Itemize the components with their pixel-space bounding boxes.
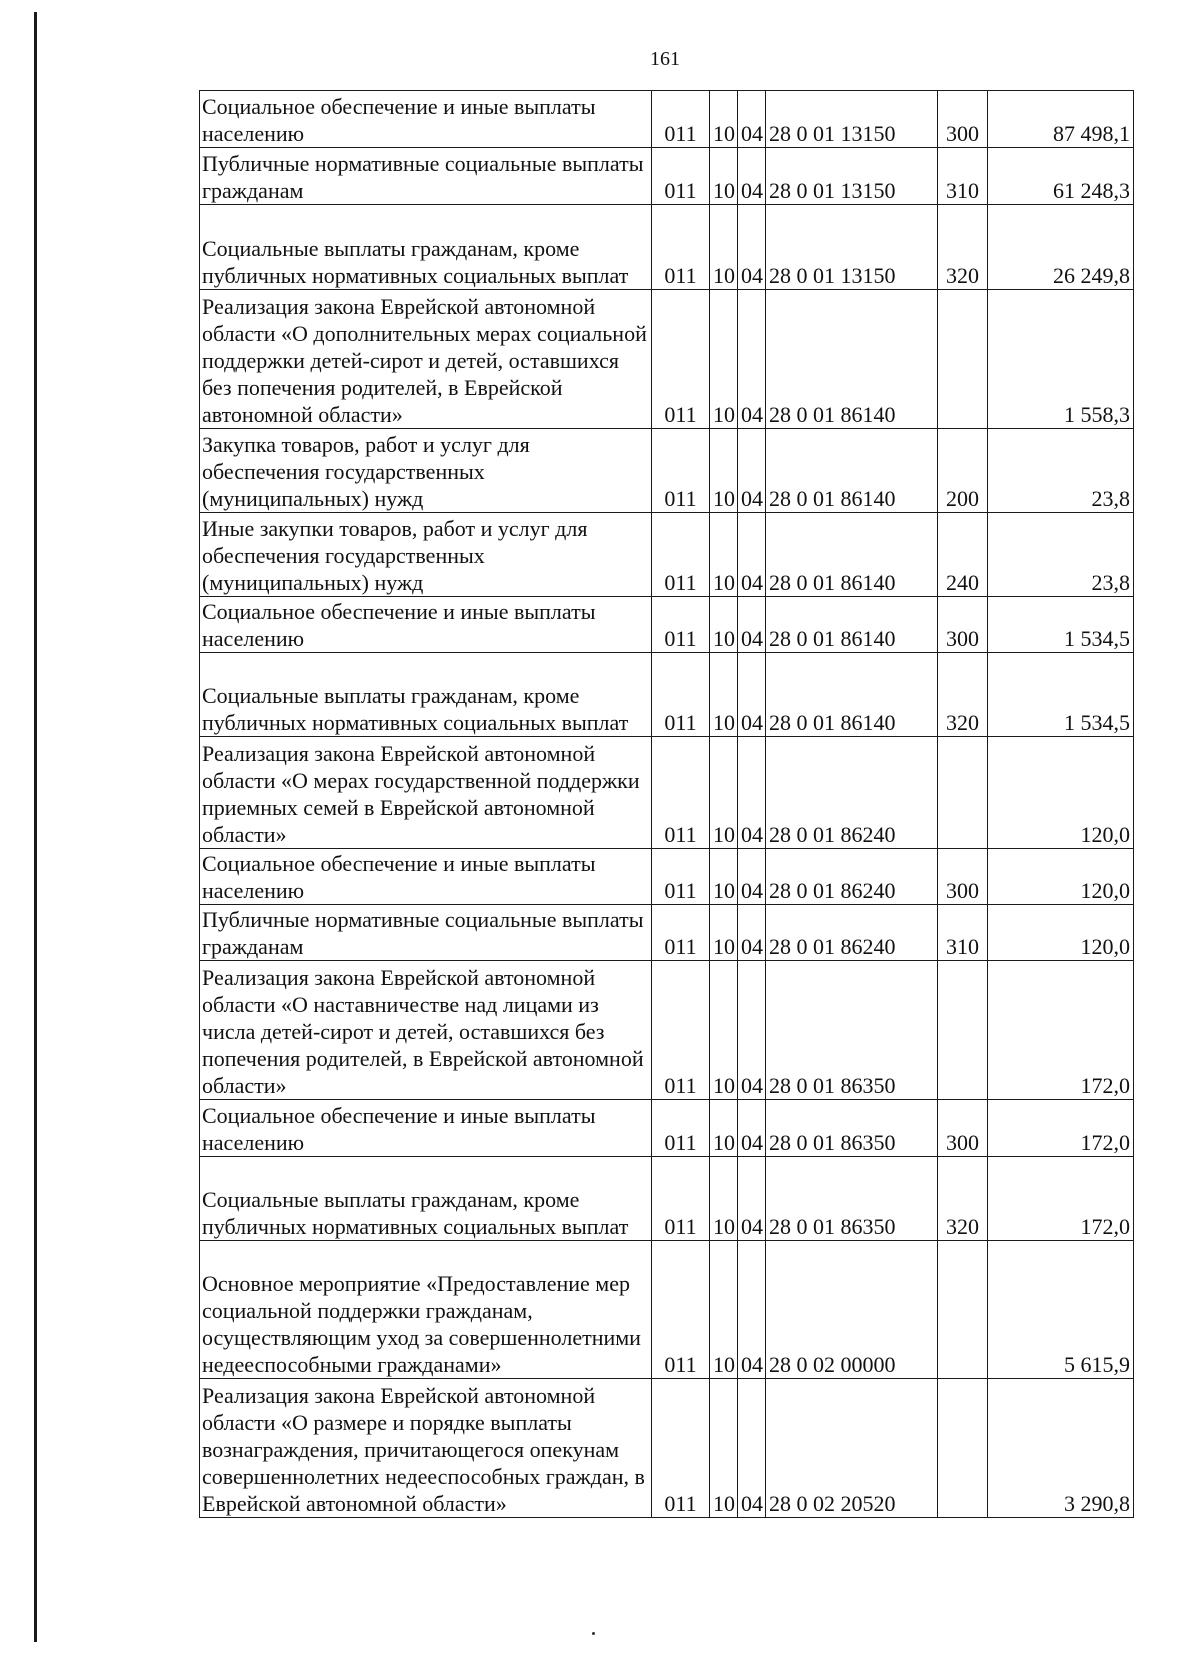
row-amount: 23,8 (988, 429, 1134, 513)
row-department-code: 011 (652, 429, 710, 513)
table-row (200, 290, 1134, 429)
row-expense-type-code: 310 (938, 148, 988, 205)
row-subsection-code: 04 (738, 961, 766, 1100)
row-target-article-code: 28 0 01 86140 (766, 653, 938, 737)
table-row (200, 513, 1134, 597)
row-section-code: 10 (710, 148, 738, 205)
row-subsection-code: 04 (738, 849, 766, 905)
row-subsection-code: 04 (738, 429, 766, 513)
row-expense-type-code (938, 1241, 988, 1379)
row-department-code: 011 (652, 905, 710, 961)
table-row (200, 1157, 1134, 1241)
row-section-code: 10 (710, 1157, 738, 1241)
row-section-code: 10 (710, 513, 738, 597)
row-section-code: 10 (710, 653, 738, 737)
row-amount: 120,0 (988, 905, 1134, 961)
row-target-article-code: 28 0 01 86350 (766, 1100, 938, 1157)
row-expense-type-code (938, 290, 988, 429)
row-target-article-code: 28 0 01 86140 (766, 429, 938, 513)
row-target-article-code: 28 0 01 86240 (766, 905, 938, 961)
row-name: Социальное обеспечение и иные выплаты населению (200, 91, 652, 148)
row-expense-type-code: 310 (938, 905, 988, 961)
row-name: Реализация закона Еврейской автономной области «О дополнительных мерах социальной поддержки детей-сирот и детей, оставшихся без попечения родителей, в Еврейской автономной области» (200, 290, 652, 429)
row-amount: 3 290,8 (988, 1379, 1134, 1518)
table-row (200, 653, 1134, 737)
row-name: Закупка товаров, работ и услуг для обеспечения государственных (муниципальных) нужд (200, 429, 652, 513)
row-subsection-code: 04 (738, 653, 766, 737)
row-name: Социальное обеспечение и иные выплаты населению (200, 849, 652, 905)
row-amount: 1 534,5 (988, 597, 1134, 653)
row-department-code: 011 (652, 148, 710, 205)
row-target-article-code: 28 0 02 20520 (766, 1379, 938, 1518)
row-section-code: 10 (710, 597, 738, 653)
row-department-code: 011 (652, 1100, 710, 1157)
row-target-article-code: 28 0 01 86140 (766, 290, 938, 429)
table-row (200, 961, 1134, 1100)
row-subsection-code: 04 (738, 597, 766, 653)
table-row (200, 148, 1134, 205)
row-department-code: 011 (652, 597, 710, 653)
row-expense-type-code: 320 (938, 1157, 988, 1241)
table-row (200, 597, 1134, 653)
table-row (200, 905, 1134, 961)
row-target-article-code: 28 0 02 00000 (766, 1241, 938, 1379)
table-row (200, 1241, 1134, 1379)
row-expense-type-code: 200 (938, 429, 988, 513)
row-subsection-code: 04 (738, 513, 766, 597)
row-department-code: 011 (652, 290, 710, 429)
row-subsection-code: 04 (738, 148, 766, 205)
row-expense-type-code: 300 (938, 849, 988, 905)
row-target-article-code: 28 0 01 86140 (766, 513, 938, 597)
row-department-code: 011 (652, 513, 710, 597)
row-subsection-code: 04 (738, 905, 766, 961)
budget-table-body (200, 91, 1134, 1518)
row-expense-type-code: 300 (938, 91, 988, 148)
row-department-code: 011 (652, 205, 710, 290)
row-department-code: 011 (652, 1379, 710, 1518)
row-department-code: 011 (652, 737, 710, 849)
row-subsection-code: 04 (738, 737, 766, 849)
row-amount: 26 249,8 (988, 205, 1134, 290)
row-section-code: 10 (710, 737, 738, 849)
row-department-code: 011 (652, 653, 710, 737)
row-section-code: 10 (710, 1379, 738, 1518)
row-amount: 120,0 (988, 849, 1134, 905)
row-name: Публичные нормативные социальные выплаты гражданам (200, 905, 652, 961)
row-target-article-code: 28 0 01 13150 (766, 91, 938, 148)
row-target-article-code: 28 0 01 13150 (766, 148, 938, 205)
row-amount: 1 534,5 (988, 653, 1134, 737)
row-subsection-code: 04 (738, 1241, 766, 1379)
row-department-code: 011 (652, 1157, 710, 1241)
row-subsection-code: 04 (738, 1100, 766, 1157)
table-row (200, 1100, 1134, 1157)
row-amount: 23,8 (988, 513, 1134, 597)
row-section-code: 10 (710, 961, 738, 1100)
row-department-code: 011 (652, 849, 710, 905)
row-amount: 61 248,3 (988, 148, 1134, 205)
row-name: Социальные выплаты гражданам, кроме публичных нормативных социальных выплат (200, 205, 652, 290)
row-name: Социальное обеспечение и иные выплаты населению (200, 1100, 652, 1157)
table-row (200, 429, 1134, 513)
row-name: Социальные выплаты гражданам, кроме публичных нормативных социальных выплат (200, 1157, 652, 1241)
row-section-code: 10 (710, 905, 738, 961)
row-subsection-code: 04 (738, 205, 766, 290)
row-target-article-code: 28 0 01 13150 (766, 205, 938, 290)
row-name: Реализация закона Еврейской автономной области «О мерах государственной поддержки приемных семей в Еврейской автономной области» (200, 737, 652, 849)
row-subsection-code: 04 (738, 290, 766, 429)
row-expense-type-code: 320 (938, 205, 988, 290)
row-section-code: 10 (710, 1241, 738, 1379)
row-section-code: 10 (710, 205, 738, 290)
budget-table (199, 90, 1134, 1518)
row-target-article-code: 28 0 01 86240 (766, 737, 938, 849)
row-subsection-code: 04 (738, 1157, 766, 1241)
row-name: Основное мероприятие «Предоставление мер социальной поддержки гражданам, осуществляющим уход за совершеннолетними недееспособными гражданами» (200, 1241, 652, 1379)
row-department-code: 011 (652, 1241, 710, 1379)
row-expense-type-code: 320 (938, 653, 988, 737)
row-target-article-code: 28 0 01 86240 (766, 849, 938, 905)
row-amount: 172,0 (988, 1157, 1134, 1241)
scan-speck (592, 1632, 595, 1635)
row-section-code: 10 (710, 429, 738, 513)
table-row (200, 1379, 1134, 1518)
row-name: Социальное обеспечение и иные выплаты населению (200, 597, 652, 653)
row-expense-type-code: 300 (938, 597, 988, 653)
row-amount: 172,0 (988, 1100, 1134, 1157)
table-row (200, 91, 1134, 148)
row-amount: 1 558,3 (988, 290, 1134, 429)
row-expense-type-code (938, 737, 988, 849)
row-section-code: 10 (710, 1100, 738, 1157)
row-target-article-code: 28 0 01 86140 (766, 597, 938, 653)
table-row (200, 737, 1134, 849)
row-expense-type-code: 300 (938, 1100, 988, 1157)
row-amount: 5 615,9 (988, 1241, 1134, 1379)
row-name: Реализация закона Еврейской автономной области «О наставничестве над лицами из числа детей-сирот и детей, оставшихся без попечения родителей, в Еврейской автономной области» (200, 961, 652, 1100)
row-amount: 87 498,1 (988, 91, 1134, 148)
scan-edge-line (34, 12, 37, 1642)
row-name: Иные закупки товаров, работ и услуг для обеспечения государственных (муниципальных) нужд (200, 513, 652, 597)
row-department-code: 011 (652, 961, 710, 1100)
page-number: 161 (650, 48, 680, 70)
row-amount: 120,0 (988, 737, 1134, 849)
row-name: Публичные нормативные социальные выплаты гражданам (200, 148, 652, 205)
row-target-article-code: 28 0 01 86350 (766, 961, 938, 1100)
row-name: Социальные выплаты гражданам, кроме публичных нормативных социальных выплат (200, 653, 652, 737)
row-section-code: 10 (710, 91, 738, 148)
row-section-code: 10 (710, 290, 738, 429)
row-subsection-code: 04 (738, 1379, 766, 1518)
row-target-article-code: 28 0 01 86350 (766, 1157, 938, 1241)
row-name: Реализация закона Еврейской автономной области «О размере и порядке выплаты вознаграждения, причитающегося опекунам совершеннолетних недееспособных граждан, в Еврейской автономной области» (200, 1379, 652, 1518)
table-row (200, 849, 1134, 905)
row-expense-type-code (938, 961, 988, 1100)
table-row (200, 205, 1134, 290)
row-expense-type-code (938, 1379, 988, 1518)
row-department-code: 011 (652, 91, 710, 148)
row-subsection-code: 04 (738, 91, 766, 148)
row-expense-type-code: 240 (938, 513, 988, 597)
row-section-code: 10 (710, 849, 738, 905)
row-amount: 172,0 (988, 961, 1134, 1100)
